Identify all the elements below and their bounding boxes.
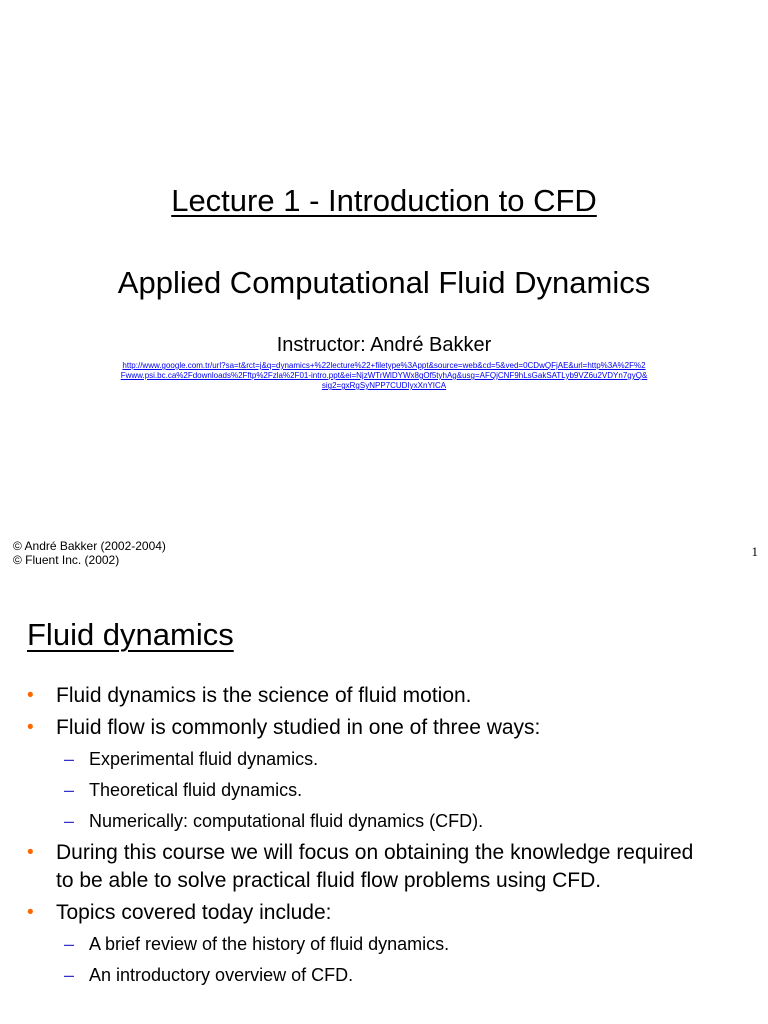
bullet-item	[0, 899, 768, 927]
sub-bullet-text: A brief review of the history of fluid dynamics.	[89, 934, 450, 954]
slide-heading: Fluid dynamics	[27, 617, 234, 652]
bullet-marker: •	[27, 685, 34, 706]
source-url-link[interactable]: http://www.google.com.tr/url?sa=t&rct=j&q=dynamics+%22lecture%22+filetype%3Appt&source=web&cd=5&ved=0CDwQFjAE&url=http%3A%2F%2Fwww.psi.bc.ca%2Fdownloads%2Fftp%2Fzla%2F01-intro.ppt&ei=NjzWTrWlDYWx8gOf5tyhAg&usg=AFQjCNF9hLsGakSATLyb9VZ6u2VDYn7gyQ&sig2=gxRgSyNPP7CUDIyxXnYICA	[120, 361, 648, 390]
copyright-line-fluent: © Fluent Inc. (2002)	[13, 553, 120, 567]
bullet-item	[0, 714, 768, 742]
bullet-text: Fluid flow is commonly studied in one of three ways:	[56, 716, 541, 739]
sub-bullet-marker: –	[64, 811, 75, 831]
sub-bullet-text: An introductory overview of CFD.	[89, 965, 354, 985]
lecture-title: Lecture 1 - Introduction to CFD	[171, 183, 597, 218]
sub-bullet-text: Numerically: computational fluid dynamics (CFD).	[89, 811, 484, 831]
copyright-line-author: © André Bakker (2002-2004)	[13, 539, 166, 553]
sub-bullet-text: Theoretical fluid dynamics.	[89, 780, 303, 800]
bullet-marker: •	[27, 902, 34, 923]
bullet-item	[0, 682, 768, 710]
sub-bullet-item	[0, 777, 768, 803]
page-number: 1	[751, 544, 758, 559]
bullet-list	[0, 682, 768, 993]
sub-bullet-marker: –	[64, 749, 75, 769]
bullet-text: During this course we will focus on obtaining the knowledge required to be able to solve practical fluid flow problems using CFD.	[56, 841, 694, 892]
bullet-text: Topics covered today include:	[56, 901, 332, 924]
bullet-text: Fluid dynamics is the science of fluid motion.	[56, 684, 472, 707]
instructor-name: Instructor: André Bakker	[276, 334, 492, 356]
bullet-marker: •	[27, 717, 34, 738]
sub-bullet-item	[0, 962, 768, 988]
bullet-marker: •	[27, 842, 34, 863]
content-slide	[0, 580, 768, 1024]
bullet-item	[0, 839, 768, 895]
sub-bullet-item	[0, 808, 768, 834]
course-title: Applied Computational Fluid Dynamics	[117, 265, 651, 300]
copyright-notice	[13, 539, 166, 567]
sub-bullet-marker: –	[64, 965, 75, 985]
sub-bullet-text: Experimental fluid dynamics.	[89, 749, 319, 769]
sub-bullet-item	[0, 746, 768, 772]
sub-bullet-marker: –	[64, 780, 75, 800]
sub-bullet-item	[0, 931, 768, 957]
sub-bullet-marker: –	[64, 934, 75, 954]
